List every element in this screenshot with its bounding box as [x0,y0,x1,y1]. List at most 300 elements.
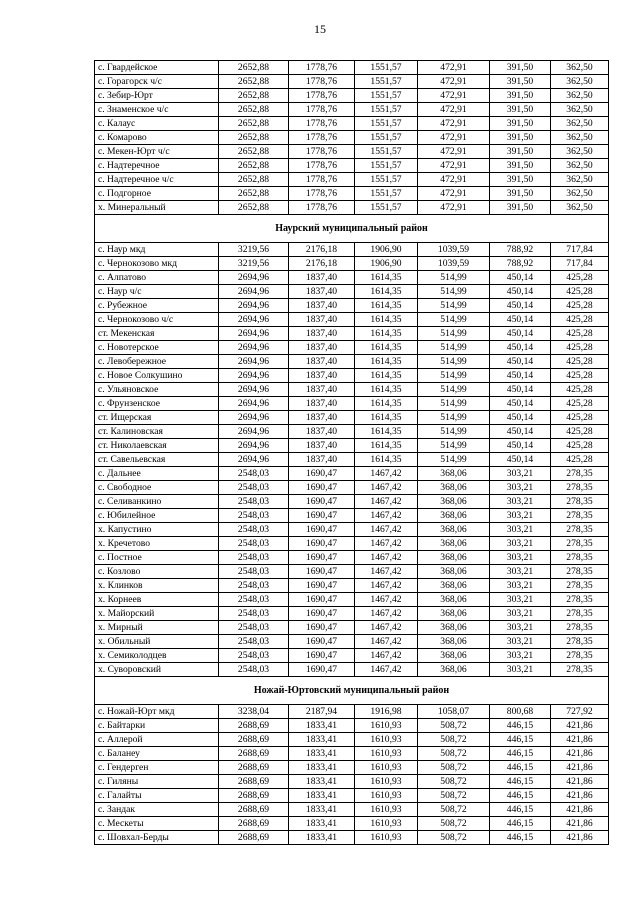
tariff-value-cell: 278,35 [551,495,609,509]
tariff-value-cell: 1614,35 [355,341,418,355]
settlement-name-cell: с. Подгорное [95,187,219,201]
tariff-value-cell: 472,91 [418,103,490,117]
tariff-value-cell: 421,86 [551,803,609,817]
tariff-value-cell: 1690,47 [289,481,355,495]
tariff-value-cell: 2688,69 [219,789,289,803]
tariff-value-cell: 1610,93 [355,761,418,775]
settlement-name-cell: с. Фрунзенское [95,397,219,411]
tariff-value-cell: 446,15 [490,719,551,733]
tariff-value-cell: 2652,88 [219,61,289,75]
settlement-name-cell: с. Левобережное [95,355,219,369]
tariff-value-cell: 727,92 [551,705,609,719]
tariff-value-cell: 446,15 [490,803,551,817]
tariff-value-cell: 278,35 [551,481,609,495]
settlement-name-cell: с. Новое Солкушино [95,369,219,383]
tariff-value-cell: 1690,47 [289,551,355,565]
tariff-value-cell: 1610,93 [355,831,418,845]
tariff-value-cell: 508,72 [418,719,490,733]
tariff-value-cell: 450,14 [490,355,551,369]
tariff-value-cell: 2548,03 [219,551,289,565]
tariff-value-cell: 514,99 [418,327,490,341]
tariff-value-cell: 472,91 [418,75,490,89]
settlement-name-cell: с. Алпатово [95,271,219,285]
settlement-name-cell: с. Чернокозово ч/с [95,313,219,327]
tariff-value-cell: 1690,47 [289,649,355,663]
table-row [95,117,609,131]
tariff-value-cell: 1610,93 [355,747,418,761]
tariff-value-cell: 1467,42 [355,607,418,621]
settlement-name-cell: с. Надтеречное ч/с [95,173,219,187]
tariff-value-cell: 514,99 [418,397,490,411]
tariff-value-cell: 425,28 [551,355,609,369]
tariff-value-cell: 1837,40 [289,397,355,411]
table-row [95,187,609,201]
tariff-value-cell: 425,28 [551,397,609,411]
tariff-value-cell: 514,99 [418,425,490,439]
tariff-value-cell: 2176,18 [289,243,355,257]
settlement-name-cell: с. Мескеты [95,817,219,831]
table-row [95,621,609,635]
tariff-value-cell: 425,28 [551,327,609,341]
tariff-value-cell: 303,21 [490,537,551,551]
tariff-value-cell: 2652,88 [219,159,289,173]
tariff-value-cell: 450,14 [490,341,551,355]
tariff-value-cell: 450,14 [490,425,551,439]
table-row [95,803,609,817]
settlement-name-cell: с. Гендерген [95,761,219,775]
table-row [95,145,609,159]
tariff-value-cell: 2688,69 [219,803,289,817]
tariff-value-cell: 2548,03 [219,579,289,593]
tariff-value-cell: 2694,96 [219,425,289,439]
tariff-value-cell: 1837,40 [289,271,355,285]
tariff-value-cell: 2688,69 [219,719,289,733]
settlement-name-cell: с. Мекен-Юрт ч/с [95,145,219,159]
settlement-name-cell: х. Мирный [95,621,219,635]
table-row [95,537,609,551]
tariff-value-cell: 446,15 [490,775,551,789]
tariff-value-cell: 303,21 [490,495,551,509]
tariff-value-cell: 1690,47 [289,635,355,649]
table-row [95,313,609,327]
tariff-value-cell: 2548,03 [219,663,289,677]
district-heading: Ножай-Юртовский муниципальный район [95,677,609,705]
tariff-value-cell: 2652,88 [219,75,289,89]
tariff-value-cell: 1690,47 [289,663,355,677]
tariff-value-cell: 1039,59 [418,243,490,257]
settlement-name-cell: х. Корнеев [95,593,219,607]
tariff-value-cell: 446,15 [490,831,551,845]
tariff-value-cell: 425,28 [551,285,609,299]
tariff-value-cell: 1467,42 [355,593,418,607]
tariff-value-cell: 1614,35 [355,285,418,299]
settlement-name-cell: с. Галайты [95,789,219,803]
tariff-value-cell: 2694,96 [219,355,289,369]
tariff-value-cell: 278,35 [551,663,609,677]
table-row [95,285,609,299]
settlement-name-cell: с. Селиванкино [95,495,219,509]
tariff-value-cell: 1467,42 [355,635,418,649]
tariff-value-cell: 1058,07 [418,705,490,719]
tariff-value-cell: 1778,76 [289,75,355,89]
tariff-value-cell: 514,99 [418,341,490,355]
tariff-value-cell: 391,50 [490,117,551,131]
tariff-value-cell: 446,15 [490,733,551,747]
tariff-value-cell: 508,72 [418,733,490,747]
tariff-value-cell: 514,99 [418,355,490,369]
tariff-value-cell: 450,14 [490,285,551,299]
tariff-value-cell: 303,21 [490,481,551,495]
tariff-value-cell: 1467,42 [355,663,418,677]
settlement-name-cell: с. Дальнее [95,467,219,481]
settlement-name-cell: с. Наур ч/с [95,285,219,299]
tariff-value-cell: 1614,35 [355,327,418,341]
tariff-value-cell: 1778,76 [289,61,355,75]
tariff-value-cell: 1778,76 [289,117,355,131]
tariff-value-cell: 450,14 [490,299,551,313]
tariff-value-cell: 1467,42 [355,523,418,537]
tariff-value-cell: 1551,57 [355,103,418,117]
tariff-value-cell: 508,72 [418,803,490,817]
tariff-value-cell: 450,14 [490,383,551,397]
tariff-value-cell: 368,06 [418,495,490,509]
tariff-value-cell: 303,21 [490,635,551,649]
table-row [95,369,609,383]
tariff-value-cell: 425,28 [551,453,609,467]
table-row [95,467,609,481]
table-row [95,761,609,775]
tariff-value-cell: 446,15 [490,747,551,761]
tariff-value-cell: 450,14 [490,369,551,383]
tariff-value-cell: 425,28 [551,425,609,439]
tariff-value-cell: 278,35 [551,607,609,621]
tariff-value-cell: 2652,88 [219,117,289,131]
tariff-value-cell: 1837,40 [289,327,355,341]
table-row [95,411,609,425]
settlement-name-cell: с. Надтеречное [95,159,219,173]
tariff-value-cell: 391,50 [490,75,551,89]
tariff-value-cell: 1610,93 [355,817,418,831]
page-number: 15 [314,22,326,36]
tariff-value-cell: 2694,96 [219,341,289,355]
tariff-value-cell: 1551,57 [355,61,418,75]
tariff-value-cell: 368,06 [418,663,490,677]
tariff-value-cell: 362,50 [551,145,609,159]
tariff-value-cell: 2694,96 [219,453,289,467]
table-row [95,103,609,117]
tariff-value-cell: 1614,35 [355,383,418,397]
tariff-value-cell: 368,06 [418,649,490,663]
tariff-value-cell: 2694,96 [219,383,289,397]
tariff-value-cell: 303,21 [490,649,551,663]
settlement-name-cell: с. Рубежное [95,299,219,313]
tariff-value-cell: 514,99 [418,285,490,299]
tariff-value-cell: 421,86 [551,761,609,775]
tariff-value-cell: 2548,03 [219,649,289,663]
tariff-value-cell: 1837,40 [289,383,355,397]
tariff-value-cell: 450,14 [490,313,551,327]
tariff-value-cell: 421,86 [551,747,609,761]
tariff-value-cell: 391,50 [490,159,551,173]
settlement-name-cell: х. Капустино [95,523,219,537]
tariff-value-cell: 1614,35 [355,369,418,383]
tariff-value-cell: 391,50 [490,103,551,117]
settlement-name-cell: с. Ульяновское [95,383,219,397]
tariff-value-cell: 450,14 [490,439,551,453]
tariff-value-cell: 1690,47 [289,593,355,607]
tariff-value-cell: 1614,35 [355,411,418,425]
tariff-value-cell: 472,91 [418,201,490,215]
table-row [95,173,609,187]
tariff-value-cell: 303,21 [490,607,551,621]
tariff-value-cell: 1467,42 [355,649,418,663]
tariff-value-cell: 391,50 [490,187,551,201]
tariff-value-cell: 1467,42 [355,481,418,495]
table-row [95,509,609,523]
section-header-row [95,215,609,243]
tariff-value-cell: 1778,76 [289,89,355,103]
tariff-value-cell: 1614,35 [355,439,418,453]
tariff-value-cell: 2688,69 [219,831,289,845]
tariff-value-cell: 278,35 [551,551,609,565]
tariff-value-cell: 278,35 [551,649,609,663]
tariff-value-cell: 1690,47 [289,523,355,537]
table-row [95,257,609,271]
table-row [95,159,609,173]
tariff-value-cell: 368,06 [418,509,490,523]
tariff-value-cell: 278,35 [551,593,609,607]
tariff-value-cell: 514,99 [418,313,490,327]
tariff-value-cell: 1833,41 [289,789,355,803]
table-row [95,551,609,565]
tariff-value-cell: 1467,42 [355,495,418,509]
tariff-value-cell: 1778,76 [289,173,355,187]
tariff-value-cell: 421,86 [551,831,609,845]
tariff-value-cell: 391,50 [490,145,551,159]
table-row [95,635,609,649]
settlement-name-cell: х. Суворовский [95,663,219,677]
table-row [95,495,609,509]
tariff-value-cell: 472,91 [418,187,490,201]
tariff-value-cell: 1551,57 [355,75,418,89]
tariff-value-cell: 1467,42 [355,579,418,593]
settlement-name-cell: с. Гвардейское [95,61,219,75]
tariff-value-cell: 1614,35 [355,355,418,369]
tariff-value-cell: 278,35 [551,509,609,523]
tariff-value-cell: 1551,57 [355,145,418,159]
tariff-value-cell: 368,06 [418,537,490,551]
tariff-value-cell: 425,28 [551,299,609,313]
tariff-value-cell: 2652,88 [219,187,289,201]
settlement-name-cell: с. Баланеу [95,747,219,761]
tariff-value-cell: 1690,47 [289,607,355,621]
tariff-value-cell: 3238,04 [219,705,289,719]
tariff-value-cell: 362,50 [551,173,609,187]
tariff-value-cell: 2694,96 [219,397,289,411]
tariff-value-cell: 2694,96 [219,299,289,313]
tariff-value-cell: 2688,69 [219,747,289,761]
tariff-value-cell: 2652,88 [219,173,289,187]
settlement-name-cell: с. Аллерой [95,733,219,747]
tariff-value-cell: 1610,93 [355,775,418,789]
tariff-value-cell: 278,35 [551,537,609,551]
tariff-value-cell: 1837,40 [289,411,355,425]
table-row [95,271,609,285]
tariff-value-cell: 3219,56 [219,243,289,257]
tariff-value-cell: 303,21 [490,579,551,593]
table-row [95,719,609,733]
tariff-value-cell: 362,50 [551,103,609,117]
tariff-value-cell: 368,06 [418,467,490,481]
tariff-value-cell: 1778,76 [289,159,355,173]
tariff-value-cell: 1837,40 [289,285,355,299]
tariff-value-cell: 472,91 [418,145,490,159]
tariff-value-cell: 2652,88 [219,131,289,145]
settlement-name-cell: с. Гиляны [95,775,219,789]
tariff-value-cell: 421,86 [551,733,609,747]
settlement-name-cell: ст. Савельевская [95,453,219,467]
tariff-value-cell: 788,92 [490,257,551,271]
table-row [95,663,609,677]
tariff-value-cell: 2652,88 [219,103,289,117]
tariff-table-body [95,61,609,845]
table-row [95,243,609,257]
tariff-value-cell: 2548,03 [219,635,289,649]
tariff-value-cell: 362,50 [551,131,609,145]
tariff-value-cell: 2694,96 [219,313,289,327]
tariff-value-cell: 391,50 [490,61,551,75]
tariff-value-cell: 1778,76 [289,145,355,159]
district-heading: Наурский муниципальный район [95,215,609,243]
tariff-value-cell: 446,15 [490,789,551,803]
tariff-value-cell: 1837,40 [289,369,355,383]
tariff-value-cell: 278,35 [551,621,609,635]
settlement-name-cell: х. Клинков [95,579,219,593]
tariff-value-cell: 1690,47 [289,509,355,523]
tariff-value-cell: 1833,41 [289,719,355,733]
tariff-value-cell: 391,50 [490,201,551,215]
tariff-value-cell: 508,72 [418,747,490,761]
tariff-value-cell: 278,35 [551,579,609,593]
tariff-value-cell: 508,72 [418,775,490,789]
tariff-value-cell: 278,35 [551,565,609,579]
tariff-value-cell: 421,86 [551,775,609,789]
table-row [95,817,609,831]
settlement-name-cell: с. Юбилейное [95,509,219,523]
tariff-value-cell: 788,92 [490,243,551,257]
tariff-table [94,60,609,845]
table-row [95,439,609,453]
settlement-name-cell: с. Знаменское ч/с [95,103,219,117]
table-row [95,775,609,789]
table-row [95,75,609,89]
tariff-value-cell: 1614,35 [355,313,418,327]
table-row [95,593,609,607]
tariff-value-cell: 1778,76 [289,201,355,215]
table-row [95,831,609,845]
tariff-value-cell: 303,21 [490,663,551,677]
tariff-value-cell: 278,35 [551,523,609,537]
table-row [95,355,609,369]
settlement-name-cell: с. Свободное [95,481,219,495]
tariff-value-cell: 2694,96 [219,369,289,383]
settlement-name-cell: с. Горагорск ч/с [95,75,219,89]
settlement-name-cell: с. Козлово [95,565,219,579]
tariff-value-cell: 368,06 [418,523,490,537]
settlement-name-cell: с. Чернокозово мкд [95,257,219,271]
tariff-value-cell: 717,84 [551,257,609,271]
tariff-value-cell: 362,50 [551,201,609,215]
tariff-value-cell: 2548,03 [219,523,289,537]
settlement-name-cell: с. Зандак [95,803,219,817]
tariff-value-cell: 2548,03 [219,467,289,481]
tariff-value-cell: 2688,69 [219,775,289,789]
tariff-value-cell: 1778,76 [289,131,355,145]
tariff-value-cell: 1690,47 [289,621,355,635]
tariff-value-cell: 425,28 [551,369,609,383]
table-row [95,481,609,495]
tariff-value-cell: 1467,42 [355,509,418,523]
table-row [95,383,609,397]
tariff-value-cell: 508,72 [418,831,490,845]
tariff-value-cell: 514,99 [418,411,490,425]
tariff-value-cell: 1837,40 [289,313,355,327]
tariff-value-cell: 514,99 [418,369,490,383]
tariff-value-cell: 472,91 [418,117,490,131]
settlement-name-cell: х. Минеральный [95,201,219,215]
tariff-value-cell: 421,86 [551,817,609,831]
tariff-value-cell: 2548,03 [219,481,289,495]
tariff-value-cell: 2548,03 [219,509,289,523]
tariff-value-cell: 2694,96 [219,439,289,453]
tariff-value-cell: 2548,03 [219,565,289,579]
tariff-value-cell: 368,06 [418,593,490,607]
tariff-value-cell: 1551,57 [355,131,418,145]
tariff-value-cell: 800,68 [490,705,551,719]
table-row [95,131,609,145]
tariff-value-cell: 1837,40 [289,425,355,439]
table-row [95,579,609,593]
settlement-name-cell: х. Обильный [95,635,219,649]
tariff-value-cell: 391,50 [490,131,551,145]
tariff-value-cell: 514,99 [418,299,490,313]
settlement-name-cell: с. Комарово [95,131,219,145]
tariff-value-cell: 368,06 [418,551,490,565]
table-row [95,747,609,761]
tariff-value-cell: 2548,03 [219,537,289,551]
tariff-value-cell: 2688,69 [219,817,289,831]
tariff-value-cell: 425,28 [551,411,609,425]
tariff-value-cell: 391,50 [490,173,551,187]
tariff-value-cell: 1833,41 [289,747,355,761]
tariff-value-cell: 472,91 [418,61,490,75]
tariff-value-cell: 1833,41 [289,803,355,817]
table-row [95,89,609,103]
tariff-value-cell: 450,14 [490,271,551,285]
table-row [95,453,609,467]
tariff-value-cell: 1837,40 [289,355,355,369]
settlement-name-cell: с. Байтарки [95,719,219,733]
tariff-value-cell: 717,84 [551,243,609,257]
tariff-value-cell: 278,35 [551,635,609,649]
settlement-name-cell: с. Ножай-Юрт мкд [95,705,219,719]
tariff-value-cell: 2694,96 [219,327,289,341]
tariff-value-cell: 425,28 [551,313,609,327]
tariff-value-cell: 2652,88 [219,145,289,159]
tariff-value-cell: 1833,41 [289,761,355,775]
tariff-value-cell: 1916,98 [355,705,418,719]
tariff-value-cell: 1837,40 [289,299,355,313]
